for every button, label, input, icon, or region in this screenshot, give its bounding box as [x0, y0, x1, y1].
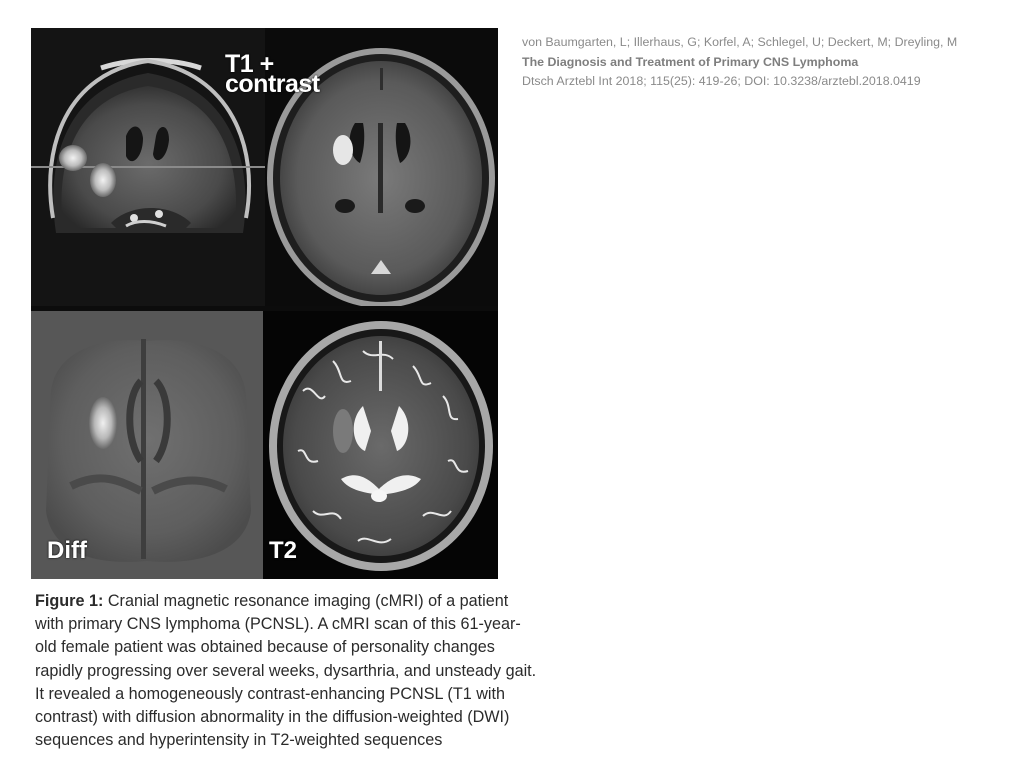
label-diff: Diff: [47, 537, 87, 564]
caption-figure-label: Figure 1:: [35, 592, 104, 610]
caption-line: old female patient was obtained because of personality changes: [35, 638, 495, 657]
citation-title: The Diagnosis and Treatment of Primary CNS Lymphoma: [522, 54, 859, 69]
caption-line: sequences and hyperintensity in T2-weighted sequences: [35, 731, 443, 750]
figure-caption: [35, 590, 537, 752]
label-t1-contrast: T1 + contrast: [225, 50, 320, 98]
caption-line: with primary CNS lymphoma (PCNSL). A cMRI scan of this 61-year-: [35, 615, 521, 634]
label-t2: T2: [269, 537, 298, 564]
caption-line: [35, 590, 509, 613]
citation-authors: von Baumgarten, L; Illerhaus, G; Korfel, A; Schlegel, U; Deckert, M; Dreyling, M: [522, 35, 958, 49]
caption-text: Cranial magnetic resonance imaging (cMRI) of a patient: [107, 592, 509, 610]
mri-t2-image: [263, 311, 498, 579]
caption-line: rapidly progressing over several weeks, dysarthria, and unsteady gait.: [35, 661, 537, 680]
citation-journal: Dtsch Arztebl Int 2018; 115(25): 419-26; DOI: 10.3238/arztebl.2018.0419: [522, 74, 921, 88]
caption-line: It revealed a homogeneously contrast-enhancing PCNSL (T1 with: [35, 684, 505, 703]
citation: [522, 33, 1002, 92]
caption-line: contrast) with diffusion abnormality in the diffusion-weighted (DWI): [35, 708, 510, 727]
mri-figure: [31, 28, 498, 579]
